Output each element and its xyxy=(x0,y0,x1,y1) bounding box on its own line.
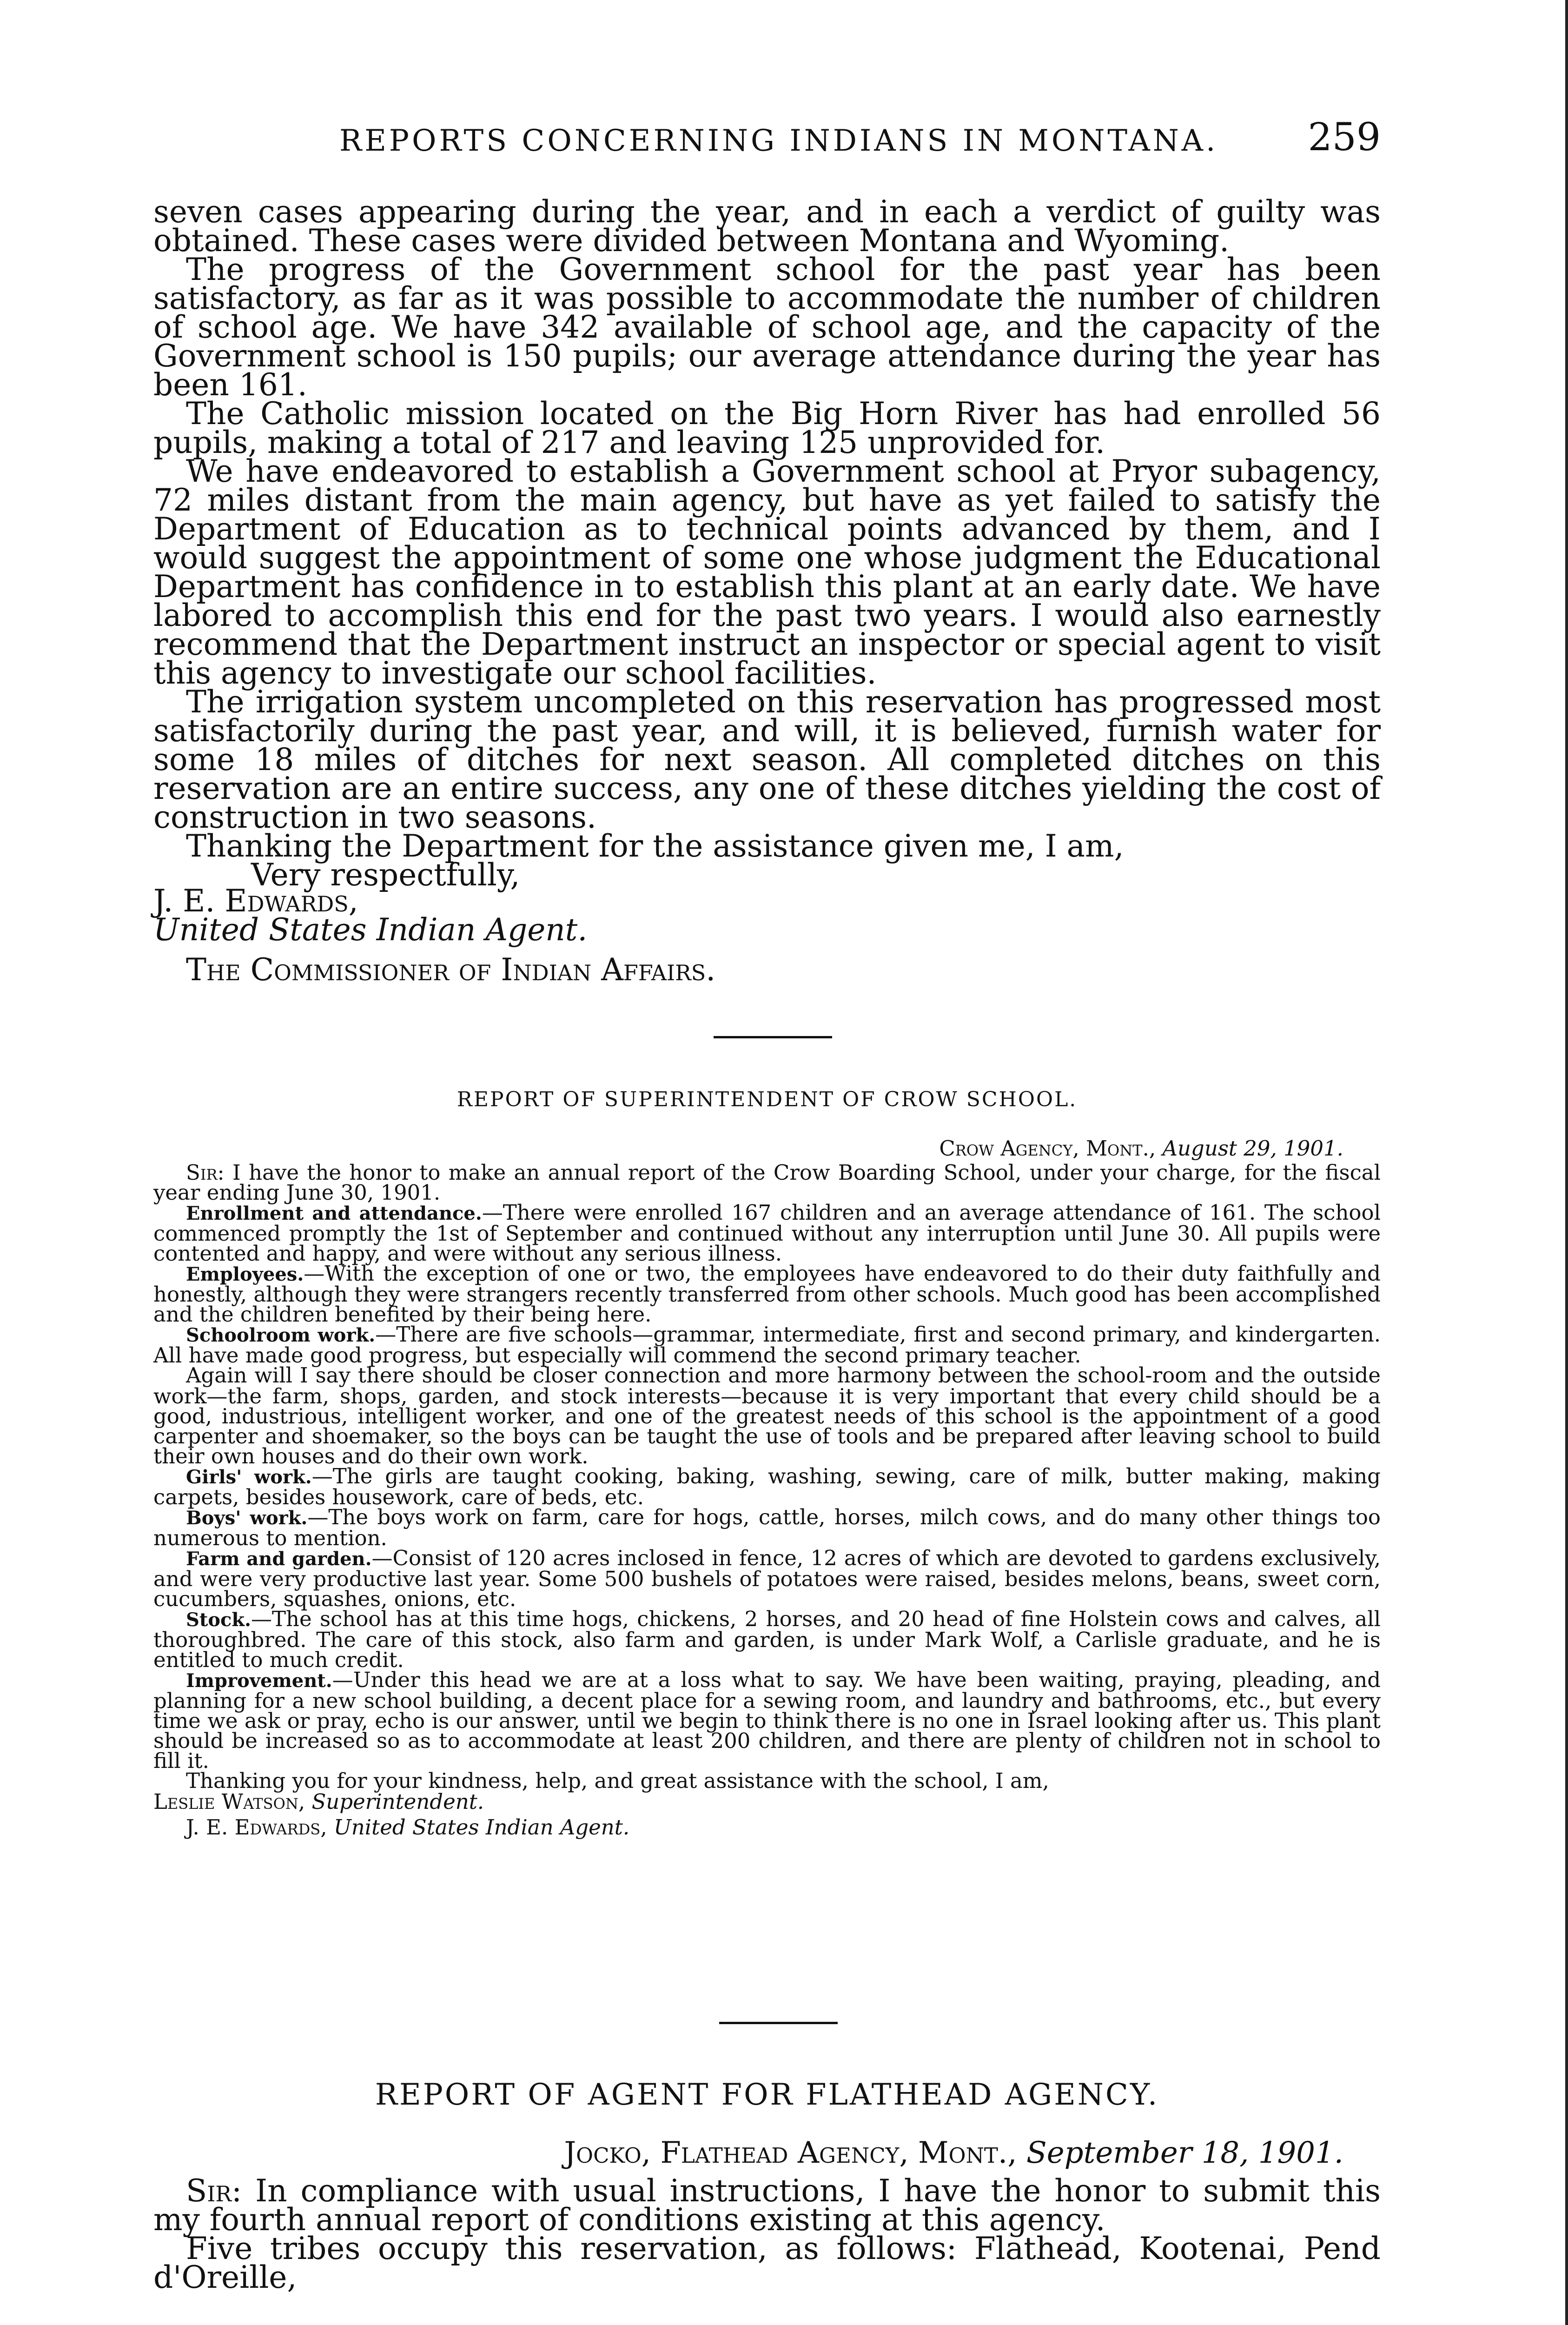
signature-name: J. E. Edwards, xyxy=(153,883,358,919)
report-item xyxy=(153,1466,1381,1507)
paragraph: The progress of the Government school for the past year has been satisfactory, as far as it was possible to accommodate the number of children of school age. We have 342 available of school age, and the capacity of the Government school is 150 pupils; our average attendance during the year has been 161. xyxy=(153,252,1381,403)
paragraph: seven cases appearing during the year, and in each a verdict of guilty was obtained. These cases were divided between Montana and Wyoming. xyxy=(153,194,1381,259)
signature-title: Superintendent. xyxy=(311,1789,484,1814)
page-number: 259 xyxy=(1308,115,1381,159)
report-item xyxy=(153,1609,1381,1670)
item-text: Again will I say there should be closer connection and more harmony between the school-room and the outside work—the farm, shops, garden, and stock interests—because it is very important that every child should be a good, industrious, intelligent worker, and one of the greatest needs of this school is the appointment of a good carpenter and shoemaker, so the boys can be taught the use of tools and be prepared after leaving school to build their own houses and do their own work. xyxy=(153,1363,1381,1468)
addressee-name: J. E. Edwards, xyxy=(186,1815,327,1840)
crow-agent-report-continuation xyxy=(153,194,1381,988)
report-item xyxy=(153,1507,1381,1548)
item-text: —There were enrolled 167 children and an average attendance of 161. The school commenced promptly the 1st of September and continued without any interruption until June 30. All pupils were contented and happy, and were without any serious illness. xyxy=(153,1200,1381,1266)
opening-paragraph xyxy=(153,2173,1381,2238)
item-text: —The boys work on farm, care for hogs, cattle, horses, milch cows, and do many other things too numerous to mention. xyxy=(153,1505,1381,1550)
running-title: REPORTS CONCERNING INDIANS IN MONTANA. xyxy=(339,124,1218,158)
signature-title: United States Indian Agent. xyxy=(153,912,588,948)
flathead-agency-report xyxy=(153,2076,1381,2295)
dateline xyxy=(153,1135,1381,1162)
paragraph: We have endeavored to establish a Government school at Pryor subagency, 72 miles distant from the main agency, but have as yet failed to satisfy the Department of Education as to technical points advanced by them, and I would suggest the appointment of some one whose judgment the Educational Department has confidence in to establish this plant at an early date. We have labored to accomplish this end for the past two years. I would also earnestly recommend that the Department instruct an inspector or special agent to visit this agency to investigate our school facilities. xyxy=(153,453,1381,691)
section-heading: REPORT OF SUPERINTENDENT OF CROW SCHOOL. xyxy=(457,1088,1078,1111)
report-item xyxy=(153,1667,1381,1773)
item-label: Girls' work. xyxy=(186,1466,312,1488)
running-header xyxy=(153,115,1381,166)
paragraph: Five tribes occupy this reservation, as follows: Flathead, Kootenai, Pend d'Oreille, xyxy=(153,2231,1381,2295)
report-item xyxy=(153,1261,1381,1327)
section-heading: REPORT OF AGENT FOR FLATHEAD AGENCY. xyxy=(375,2078,1159,2112)
report-item xyxy=(153,1365,1381,1466)
report-item xyxy=(153,1322,1381,1368)
item-label: Boys' work. xyxy=(186,1507,308,1529)
section-divider xyxy=(714,1036,832,1038)
dateline-place: Crow Agency, Mont., xyxy=(939,1136,1156,1161)
report-item xyxy=(153,1200,1381,1266)
dateline xyxy=(153,2137,1381,2169)
item-text: —The school has at this time hogs, chickens, 2 horses, and 20 head of fine Holstein cows and calves, all thoroughbred. The care of this stock, also farm and garden, is under Mark Wolf, a Carlisle graduate, and he is entitled to much credit. xyxy=(153,1607,1381,1672)
item-label: Employees. xyxy=(186,1263,304,1285)
report-item xyxy=(153,1768,1381,1793)
opening-text: In compliance with usual instructions, I have the honor to submit this my fourth annual report of conditions existing at this agency. xyxy=(153,2173,1381,2238)
item-text: —There are five schools—grammar, intermediate, first and second primary, and kindergarten. All have made good progress, but especially will commend the second primary teacher. xyxy=(153,1322,1381,1368)
item-label: Improvement. xyxy=(186,1670,332,1692)
dateline-date: September 18, 1901. xyxy=(1026,2136,1343,2170)
opening-paragraph xyxy=(153,1160,1381,1205)
paragraph: The Catholic mission located on the Big Horn River has had enrolled 56 pupils, making a total of 217 and leaving 125 unprovided for. xyxy=(153,396,1381,460)
item-label: Farm and garden. xyxy=(186,1548,372,1570)
item-label: Enrollment and attendance. xyxy=(186,1202,482,1224)
crow-school-report xyxy=(153,1086,1381,1840)
signature-name: Leslie Watson, xyxy=(153,1789,305,1814)
item-text: —With the exception of one or two, the employees have endeavored to do their duty faithfully and honestly, although they were strangers recently transferred from other schools. Much good has been accomplished and the children benefited by their being here. xyxy=(153,1261,1381,1327)
page-edge xyxy=(1565,0,1568,2325)
salutation: Sir: xyxy=(186,1160,225,1185)
superintendent-signature xyxy=(153,1789,1381,1814)
addressee-title: United States Indian Agent. xyxy=(333,1815,630,1840)
report-item xyxy=(153,1548,1381,1609)
item-label: Stock. xyxy=(186,1609,251,1631)
closing: Very respectfully, xyxy=(251,857,520,893)
addressee: The Commissioner of Indian Affairs. xyxy=(186,952,716,988)
salutation: Sir: xyxy=(186,2173,242,2209)
addressee-line xyxy=(153,1815,1381,1840)
item-label: Schoolroom work. xyxy=(186,1324,376,1346)
dateline-place: Jocko, Flathead Agency, Mont., xyxy=(564,2136,1017,2170)
section-divider xyxy=(719,2022,838,2024)
paragraph: The irrigation system uncompleted on this reservation has progressed most satisfactorily during the past year, and will, it is believed, furnish water for some 18 miles of ditches for next season. All completed ditches on this reservation are an entire success, any one of these ditches yielding the cost of construction in two seasons. xyxy=(153,684,1381,835)
opening-text: I have the honor to make an annual report of the Crow Boarding School, under your charge, for the fiscal year ending June 30, 1901. xyxy=(153,1160,1381,1205)
item-text: —The girls are taught cooking, baking, washing, sewing, care of milk, butter making, making carpets, besides housework, care of beds, etc. xyxy=(153,1464,1381,1509)
item-text: Thanking you for your kindness, help, and great assistance with the school, I am, xyxy=(186,1768,1049,1793)
dateline-date: August 29, 1901. xyxy=(1162,1136,1343,1161)
paragraph: Thanking the Department for the assistance given me, I am, xyxy=(186,828,1124,864)
item-text: —Under this head we are at a loss what to say. We have been waiting, praying, pleading, and planning for a new school building, a decent place for a sewing room, and laundry and bathrooms, etc., but every time we ask or pray, echo is our answer, until we begin to think there is no one in Israel looking after us. This plant should be increased so as to accommodate at least 200 children, and there are plenty of children not in school to fill it. xyxy=(153,1667,1381,1773)
item-text: —Consist of 120 acres inclosed in fence, 12 acres of which are devoted to gardens exclusively, and were very productive last year. Some 500 bushels of potatoes were raised, besides melons, beans, sweet corn, cucumbers, squashes, onions, etc. xyxy=(153,1546,1381,1611)
